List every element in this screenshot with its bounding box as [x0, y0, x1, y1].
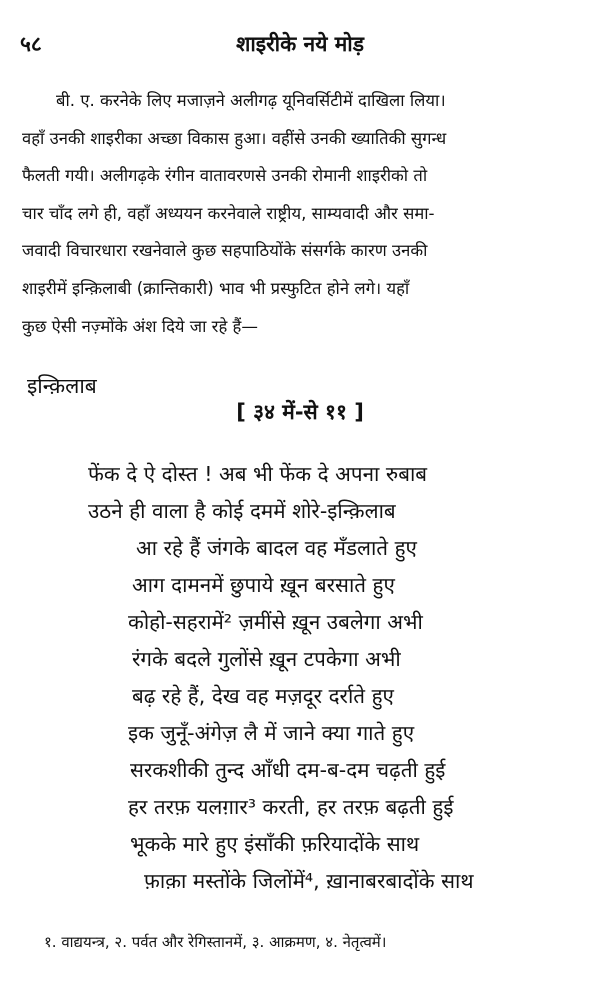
- poem-line: कोहो-सहरामें² ज़मींसे ख़ून उबलेगा अभी: [128, 610, 423, 634]
- poem-line: बढ़ रहे हैं, देख वह मज़दूर दर्राते हुए: [132, 684, 394, 708]
- prose-line: फैलती गयी। अलीगढ़के रंगीन वातावरणसे उनकी रोमानी शाइरीको तो: [22, 166, 428, 186]
- running-title: शाइरीके नये मोड़: [236, 32, 364, 56]
- prose-line: बी. ए. करनेके लिए मजाज़ने अलीगढ़ यूनिवर्सिटीमें दाखिला लिया।: [56, 91, 446, 110]
- prose-line: कुछ ऐसी नज़्मोंके अंश दिये जा रहे हैं—: [22, 316, 258, 336]
- prose-line: शाइरीमें इन्क़िलाबी (क्रान्तिकारी) भाव भी प्रस्फुटित होने लगे। यहाँ: [22, 278, 410, 298]
- poem-line: फेंक दे ऐ दोस्त ! अब भी फेंक दे अपना रुबाब: [88, 462, 428, 486]
- poem-line: फ़ाक़ा मस्तोंके जिलोंमें⁴, ख़ानाबरबादोंके साथ: [144, 869, 474, 893]
- poem-line: सरकशीकी तुन्द आँधी दम-ब-दम चढ़ती हुई: [130, 758, 446, 782]
- poem-line: आ रहे हैं जंगके बादल वह मँडलाते हुए: [136, 536, 417, 560]
- footnotes: १. वाद्ययन्त्र, २. पर्वत और रेगिस्तानमें, ३. आक्रमण, ४. नेतृत्वमें।: [44, 933, 387, 951]
- poem-line: भूकके मारे हुए इंसाँकी फ़रियादोंके साथ: [130, 832, 420, 856]
- prose-paragraph: [22, 82, 584, 345]
- poem-line: हर तरफ़ यलग़ार³ करती, हर तरफ़ बढ़ती हुई: [128, 795, 454, 819]
- poem-line: उठने ही वाला है कोई दममें शोरे-इन्क़िलाब: [88, 499, 396, 523]
- section-title: इन्क़िलाब: [27, 374, 97, 398]
- poem-line: इक जुनूँ-अंगेज़ लै में जाने क्या गाते हुए: [128, 721, 415, 745]
- prose-line: वहाँ उनकी शाइरीका अच्छा विकास हुआ। वहींसे उनकी ख्यातिकी सुगन्ध: [22, 128, 447, 148]
- prose-line: जवादी विचारधारा रखनेवाले कुछ सहपाठियोंके संसर्गके कारण उनकी: [22, 241, 428, 261]
- section-subtitle: [ ३४ में-से ११ ]: [236, 400, 364, 424]
- prose-line: चार चाँद लगे ही, वहाँ अध्ययन करनेवाले राष्ट्रीय, साम्यवादी और समा-: [22, 203, 435, 223]
- poem-line: रंगके बदले गुलोंसे ख़ून टपकेगा अभी: [132, 647, 401, 671]
- poem-line: आग दामनमें छुपाये ख़ून बरसाते हुए: [132, 573, 395, 597]
- page-number: ५८: [20, 32, 42, 56]
